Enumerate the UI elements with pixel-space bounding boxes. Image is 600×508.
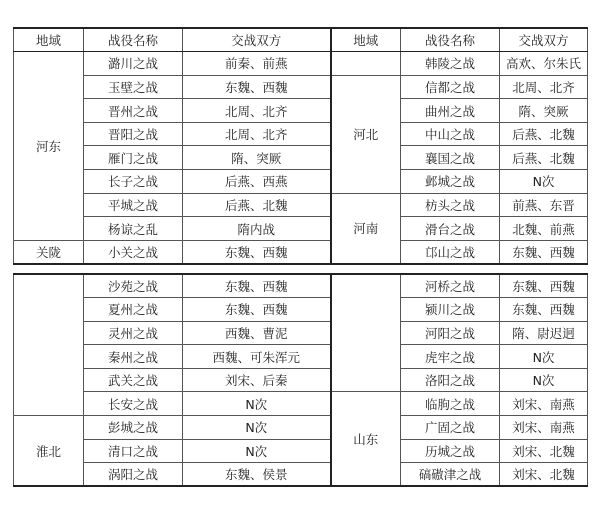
table-row — [14, 321, 588, 345]
table-row — [14, 439, 588, 463]
battle-name: 临朐之战 — [401, 392, 500, 416]
battle-name: 晋州之战 — [84, 99, 183, 123]
belligerents: 东魏、西魏 — [183, 298, 331, 322]
belligerents: 西魏、可朱浑元 — [183, 345, 331, 369]
table-row — [14, 193, 588, 217]
region-cell-empty — [14, 274, 84, 416]
belligerents: 东魏、西魏 — [500, 298, 588, 322]
region-cell: 山东 — [331, 392, 401, 486]
belligerents: 刘宋、南燕 — [500, 416, 588, 440]
belligerents: 东魏、西魏 — [183, 240, 331, 264]
table-row — [14, 345, 588, 369]
battle-name: 秦州之战 — [84, 345, 183, 369]
battle-name: 长安之战 — [84, 392, 183, 416]
battle-name: 沙苑之战 — [84, 274, 183, 298]
belligerents: 北魏、前燕 — [500, 217, 588, 241]
battle-name: 滑台之战 — [401, 217, 500, 241]
battle-name: 彭城之战 — [84, 416, 183, 440]
battle-name: 河阳之战 — [401, 321, 500, 345]
battle-name: 历城之战 — [401, 439, 500, 463]
belligerents: 东魏、西魏 — [183, 75, 331, 99]
table-row — [14, 368, 588, 392]
battle-name: 邙山之战 — [401, 240, 500, 264]
table-row — [14, 99, 588, 123]
battle-name: 清口之战 — [84, 439, 183, 463]
region-cell: 河北 — [331, 75, 401, 193]
battle-name: 广固之战 — [401, 416, 500, 440]
region-cell: 河东 — [14, 52, 84, 241]
belligerents: 东魏、西魏 — [500, 274, 588, 298]
battle-name: 玉壁之战 — [84, 75, 183, 99]
table-row — [14, 146, 588, 170]
battle-name: 涡阳之战 — [84, 463, 183, 487]
belligerents: 前燕、东晋 — [500, 193, 588, 217]
battles-table-top — [13, 27, 588, 265]
belligerents: N次 — [500, 368, 588, 392]
belligerents: 隋内战 — [183, 217, 331, 241]
battle-name: 枋头之战 — [401, 193, 500, 217]
belligerents: 北周、北齐 — [500, 75, 588, 99]
battle-name: 洛阳之战 — [401, 368, 500, 392]
belligerents: 刘宋、北魏 — [500, 463, 588, 487]
battle-name: 曲州之战 — [401, 99, 500, 123]
battle-name: 长子之战 — [84, 170, 183, 194]
belligerents: 后燕、北魏 — [500, 146, 588, 170]
belligerents: 西魏、曹泥 — [183, 321, 331, 345]
battle-name: 河桥之战 — [401, 274, 500, 298]
header-region: 地域 — [14, 28, 84, 52]
table-row — [14, 416, 588, 440]
table-row — [14, 122, 588, 146]
battle-name: 雁门之战 — [84, 146, 183, 170]
table-row — [14, 217, 588, 241]
battle-name: 襄国之战 — [401, 146, 500, 170]
battles-table-bottom — [13, 273, 588, 487]
header-battle-name: 战役名称 — [401, 28, 500, 52]
belligerents: 刘宋、北魏 — [500, 439, 588, 463]
belligerents: 东魏、侯景 — [183, 463, 331, 487]
battle-name: 韩陵之战 — [401, 52, 500, 76]
battle-name: 灵州之战 — [84, 321, 183, 345]
battle-name: 信都之战 — [401, 75, 500, 99]
header-belligerents: 交战双方 — [500, 28, 588, 52]
table-row — [14, 75, 588, 99]
belligerents: N次 — [500, 345, 588, 369]
belligerents: 前秦、前燕 — [183, 52, 331, 76]
region-cell: 河南 — [331, 193, 401, 264]
belligerents: 北周、北齐 — [183, 99, 331, 123]
belligerents: 后燕、北魏 — [500, 122, 588, 146]
region-cell-empty — [331, 52, 401, 76]
belligerents: 后燕、北魏 — [183, 193, 331, 217]
belligerents: N次 — [183, 416, 331, 440]
region-cell: 关陇 — [14, 240, 84, 264]
header-belligerents: 交战双方 — [183, 28, 331, 52]
table-row — [14, 240, 588, 264]
battle-name: 中山之战 — [401, 122, 500, 146]
table-row — [14, 170, 588, 194]
table-row — [14, 52, 588, 76]
belligerents: 东魏、西魏 — [183, 274, 331, 298]
battle-name: 虎牢之战 — [401, 345, 500, 369]
belligerents: 后燕、西燕 — [183, 170, 331, 194]
battle-name: 平城之战 — [84, 193, 183, 217]
table-row — [14, 392, 588, 416]
belligerents: N次 — [500, 170, 588, 194]
battle-name: 颍川之战 — [401, 298, 500, 322]
belligerents: 刘宋、南燕 — [500, 392, 588, 416]
battle-name: 晋阳之战 — [84, 122, 183, 146]
header-battle-name: 战役名称 — [84, 28, 183, 52]
belligerents: 隋、突厥 — [183, 146, 331, 170]
battle-name: 夏州之战 — [84, 298, 183, 322]
belligerents: 北周、北齐 — [183, 122, 331, 146]
belligerents: N次 — [183, 392, 331, 416]
table-row — [14, 274, 588, 298]
battle-name: 武关之战 — [84, 368, 183, 392]
battle-name: 碻磝津之战 — [401, 463, 500, 487]
belligerents: 东魏、西魏 — [500, 240, 588, 264]
belligerents: 隋、突厥 — [500, 99, 588, 123]
belligerents: 隋、尉迟迥 — [500, 321, 588, 345]
region-cell-empty — [331, 274, 401, 392]
table-row — [14, 463, 588, 487]
battle-name: 邺城之战 — [401, 170, 500, 194]
battle-name: 潞川之战 — [84, 52, 183, 76]
battle-name: 杨谅之乱 — [84, 217, 183, 241]
belligerents: N次 — [183, 439, 331, 463]
battle-name: 小关之战 — [84, 240, 183, 264]
header-region: 地域 — [331, 28, 401, 52]
table-row — [14, 298, 588, 322]
belligerents: 刘宋、后秦 — [183, 368, 331, 392]
belligerents: 高欢、尔朱氏 — [500, 52, 588, 76]
header-row — [14, 28, 588, 52]
region-cell: 淮北 — [14, 416, 84, 487]
